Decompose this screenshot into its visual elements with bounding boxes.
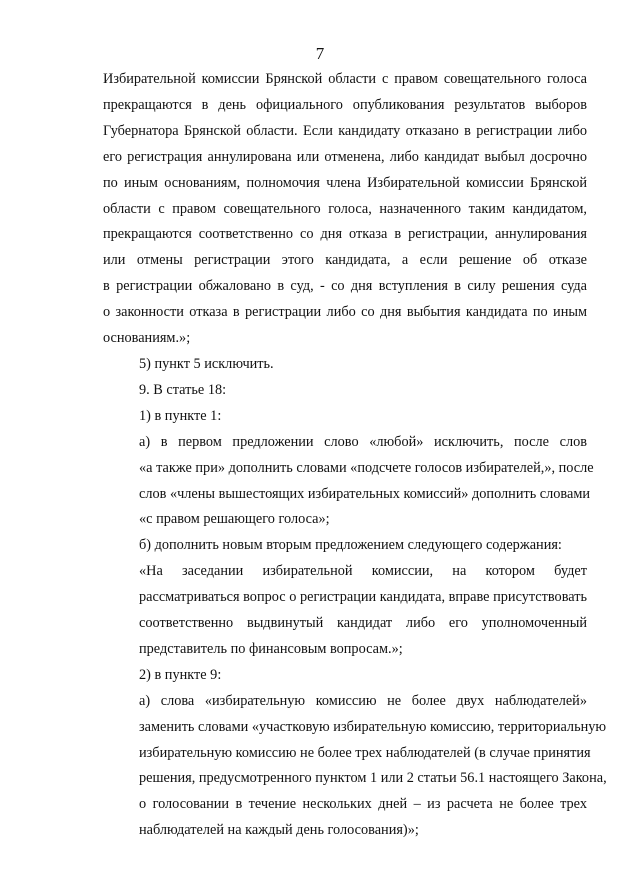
text-line: «а также при» дополнить словами «подсчете голосов избирателей,», после xyxy=(139,459,594,476)
document-body xyxy=(103,67,607,844)
text-line: Избирательной комиссии Брянской области с правом совещательного голоса xyxy=(103,71,587,87)
paragraph xyxy=(103,352,587,378)
paragraph xyxy=(103,67,587,352)
text-line: 5) пункт 5 исключить. xyxy=(139,355,274,372)
paragraph xyxy=(103,689,607,844)
paragraph xyxy=(103,559,587,663)
text-line: наблюдателей на каждый день голосования)»; xyxy=(139,822,419,839)
text-line: о законности отказа в регистрации либо со дня выбытия кандидата по иным xyxy=(103,304,587,321)
text-line: о голосовании в течение нескольких дней – из расчета не более трех xyxy=(139,796,587,813)
text-line: «с правом решающего голоса»; xyxy=(139,511,330,528)
paragraph xyxy=(103,533,587,559)
text-line: «На заседании избирательной комиссии, на котором будет xyxy=(139,563,587,580)
text-line: по иным основаниям, полномочия члена Избирательной комиссии Брянской xyxy=(103,174,587,191)
text-line: заменить словами «участковую избирательную комиссию, территориальную xyxy=(139,718,607,735)
text-line: а) слова «избирательную комиссию не более двух наблюдателей» xyxy=(139,692,587,709)
text-line: прекращаются в день официального опубликования результатов выборов xyxy=(103,96,587,113)
paragraph xyxy=(103,378,587,404)
paragraph xyxy=(103,404,587,430)
text-line: слов «члены вышестоящих избирательных комиссий» дополнить словами xyxy=(139,485,591,502)
text-line: избирательную комиссию не более трех наблюдателей (в случае принятия xyxy=(139,744,591,761)
text-line: б) дополнить новым вторым предложением следующего содержания: xyxy=(139,537,562,554)
text-line: прекращаются соответственно со дня отказа в регистрации, аннулирования xyxy=(103,226,587,243)
text-line: рассматриваться вопрос о регистрации кандидата, вправе присутствовать xyxy=(139,589,587,606)
text-line: решения, предусмотренного пунктом 1 или 2 статьи 56.1 настоящего Закона, xyxy=(139,770,607,787)
text-line: 2) в пункте 9: xyxy=(139,666,222,683)
paragraph xyxy=(103,663,587,689)
text-line: его регистрация аннулирована или отменена, либо кандидат выбыл досрочно xyxy=(103,148,587,165)
text-line: представитель по финансовым вопросам.»; xyxy=(139,640,403,657)
text-line: 1) в пункте 1: xyxy=(139,407,222,424)
text-line: в регистрации обжаловано в суд, - со дня вступления в силу решения суда xyxy=(103,278,587,295)
paragraph xyxy=(103,430,594,534)
text-line: области с правом совещательного голоса, назначенного таким кандидатом, xyxy=(103,200,587,217)
text-line: основаниям.»; xyxy=(103,330,191,347)
text-line: соответственно выдвинутый кандидат либо его уполномоченный xyxy=(139,615,587,632)
text-line: а) в первом предложении слово «любой» исключить, после слов xyxy=(139,433,587,450)
text-line: 9. В статье 18: xyxy=(139,381,227,398)
text-line: или отмены регистрации этого кандидата, а если решение об отказе xyxy=(103,252,587,269)
page-number: 7 xyxy=(315,44,325,63)
text-line: Губернатора Брянской области. Если кандидату отказано в регистрации либо xyxy=(103,122,587,139)
